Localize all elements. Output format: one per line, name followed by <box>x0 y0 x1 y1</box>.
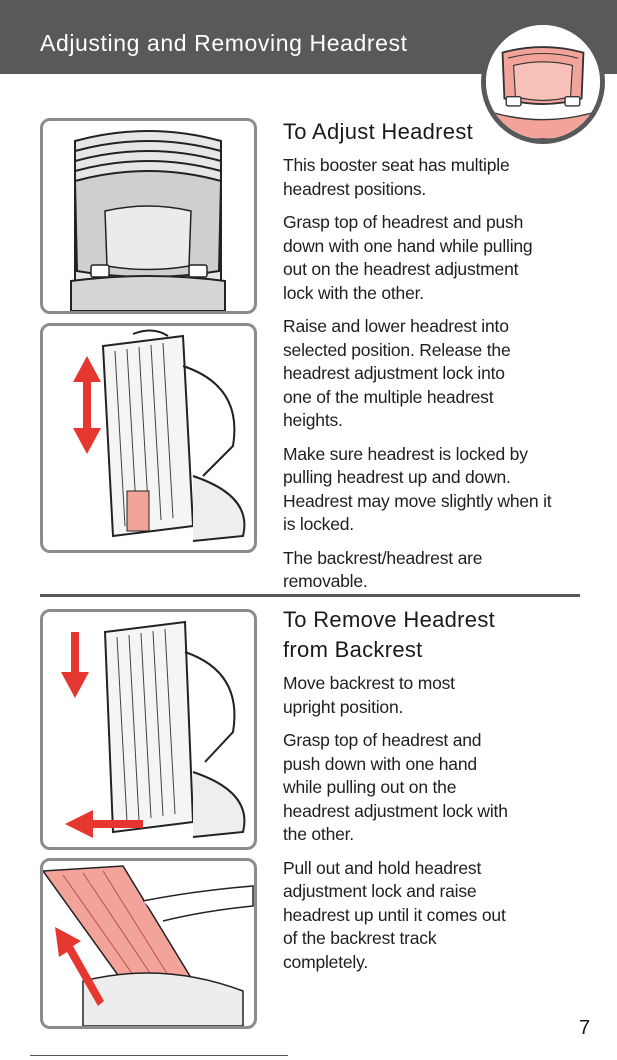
paragraph: Move backrest to most upright position. <box>283 673 455 717</box>
paragraph: Grasp top of headrest and push down with one hand while pulling out on the headrest adjustment lock with the other. <box>283 730 508 844</box>
paragraph: Raise and lower headrest into selected position. Release the headrest adjustment lock into one of the multiple headrest heights. <box>283 316 511 430</box>
illustration-raise-lower <box>40 323 257 553</box>
paragraph: Make sure headrest is locked by pulling headrest up and down. Headrest may move slightly when it is locked. <box>283 443 552 534</box>
section-title-remove-line2: from Backrest <box>283 637 423 662</box>
page-number: 7 <box>579 1017 591 1039</box>
double-arrow-icon <box>73 356 101 454</box>
page-title: Adjusting and Removing Headrest <box>40 30 408 56</box>
section-title-adjust: To Adjust Headrest <box>283 119 474 144</box>
paragraph: This booster seat has multiple headrest positions. <box>283 155 510 199</box>
section-divider <box>40 594 580 597</box>
illustration-headrest-positions <box>40 118 257 314</box>
illustration-push-down <box>40 609 257 850</box>
arrow-down-icon <box>61 632 89 698</box>
illustration-raise-out <box>40 858 257 1029</box>
section-remove <box>283 605 583 984</box>
footer-rule <box>30 1055 288 1056</box>
section-title-remove-line1: To Remove Headrest <box>283 607 496 632</box>
paragraph: The backrest/headrest are removable. <box>283 547 483 591</box>
paragraph: Grasp top of headrest and push down with one hand while pulling out on the headrest adjustment lock with the other. <box>283 212 533 303</box>
paragraph: Pull out and hold headrest adjustment lock and raise headrest up until it comes out of the backrest track completely. <box>283 857 506 972</box>
section-adjust <box>283 117 583 604</box>
